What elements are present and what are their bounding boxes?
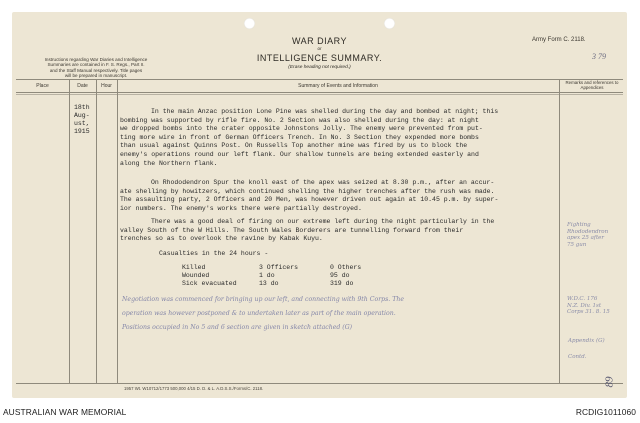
date-line: Aug- [74,112,90,119]
summary-paragraph [120,179,498,213]
table-bottom-rule [16,383,623,384]
diary-title: WAR DIARY [291,36,347,46]
casualty-officers: 3 Officers [259,264,299,271]
casualty-label: Wounded [182,272,210,279]
instructions-line: Instructions regarding War Diaries and Intelligence [44,57,148,62]
handwritten-note: Negotiation was commenced for bringing up our left, and connecting with 9th Corps. The [122,296,405,303]
summary-column-divider [559,79,560,383]
print-footer: 1957 Wt. W10712/1773 500,000 4/15 D. D. & L. A.D.S.S./Forms/C. 2118. [124,386,264,391]
diary-subtitle: INTELLIGENCE SUMMARY. [256,53,383,63]
table-top-rule [16,79,623,80]
summary-line: There was a good deal of firing on our extreme left during the night particularly in the [151,218,495,225]
date-line: 18th [74,104,90,111]
instructions-line: and the Staff Manual respectively. Title pages [49,67,143,73]
instructions-line: Summaries are contained in F. S. Regs., Part II. [47,62,145,68]
summary-line: than usual against Quinns Post. On Russells Top another mine was fired by us to block the [120,142,468,150]
casualties-title: Casualties in the 24 hours - [159,250,269,257]
casualty-label: Sick evacuated [182,280,237,287]
summary-line: ior numbers. The enemy's works there were partially destroyed. [120,204,362,212]
casualty-others: 0 Others [330,264,362,271]
date-line: ust, [74,120,90,127]
remarks-annotation [567,222,608,248]
pencil-folio: 3 79 [592,52,606,61]
handwritten-note: operation was however postponed & to undertaken later as part of the main operation. [122,310,396,317]
date-column-header: Date [77,83,88,89]
summary-line: On Rhododendron Spur the knoll east of the apex was seized at 8.30 p.m., after an accur- [151,179,495,186]
remarks-column-header: Remarks and references to Appendices [565,80,619,90]
punch-hole-left [244,18,255,29]
summary-line: ate shelling by howitzers, which continued shelling the higher trenches after the rush was made. [120,187,495,195]
summary-line: we dropped bombs into the crater opposite Johnstons Jolly. The enemy were prevented from put- [120,125,483,133]
entry-date [74,104,90,136]
casualty-label: Killed [182,264,206,271]
summary-line: valley South of the W Hills. The South Wales Borderers are tunnelling forward from their [120,226,464,234]
hour-column-header: Hour [101,83,112,89]
remarks-line: W.D.C. 176 [567,296,598,302]
casualty-others: 95 do [330,272,350,279]
remarks-line: 75 gun [567,241,587,248]
summary-line: trenches so as to overlook the ravine by Kabak Kuyu. [120,235,323,243]
army-form-number: Army Form C. 2118. [532,37,586,43]
archive-caption: AUSTRALIAN WAR MEMORIAL [3,407,127,417]
summary-column-header: Summary of Events and Information [298,83,378,89]
casualty-others: 319 do [330,280,354,287]
erase-note: (Erase heading not required.) [288,65,351,70]
remarks-annotation [567,296,610,316]
remarks-annotation: Contd. [568,354,587,360]
remarks-annotation: Appendix (G) [568,338,605,344]
summary-line: along the Northern flank. [120,159,218,167]
date-line: 1915 [74,128,90,135]
title-or: or [317,46,322,51]
summary-line: enemy's operations round our left flank. Our shallow tunnels are being extended easterly and [120,150,479,158]
summary-line: In the main Anzac position Lone Pine was shelled during the day and bombed at night; this [151,108,499,115]
diary-sheet [12,12,627,398]
remarks-line: apex 25 after [567,235,605,241]
hour-column-divider [117,79,118,383]
page-number: 89 [603,376,616,388]
summary-paragraph [120,218,494,244]
remarks-line: Corps 31. 8. 15 [567,309,610,315]
remarks-line: N.Z. Div. 1st [567,302,602,309]
summary-line: bombing was supported by rifle fire. No. 2 Section was also shelled during the day: at night [120,116,479,124]
record-id: RCDIG1011060 [575,407,636,417]
place-column-divider [69,79,70,383]
instructions-line: will be prepared in manuscript. [64,73,128,79]
casualty-officers: 13 do [259,280,279,287]
summary-line: ting more wire in front of German Officers Trench. In No. 3 Section they expended more bombs [120,133,479,141]
date-column-divider [96,79,97,383]
summary-line: The assaulting party, 2 Officers and 20 Men, was however driven out again at 10.45 p.m. by super- [120,196,499,204]
table-header-rule-double [16,94,623,95]
table-header-rule [16,92,623,93]
casualty-officers: 1 do [259,272,275,279]
place-column-header: Place [36,83,49,89]
handwritten-note: Positions occupied in No 5 and 6 section are given in sketch attached (G) [122,324,353,331]
remarks-line: Rhododendron [567,228,609,235]
remarks-line: Fighting [567,222,591,228]
punch-hole-right [384,18,395,29]
summary-paragraph [120,108,498,168]
